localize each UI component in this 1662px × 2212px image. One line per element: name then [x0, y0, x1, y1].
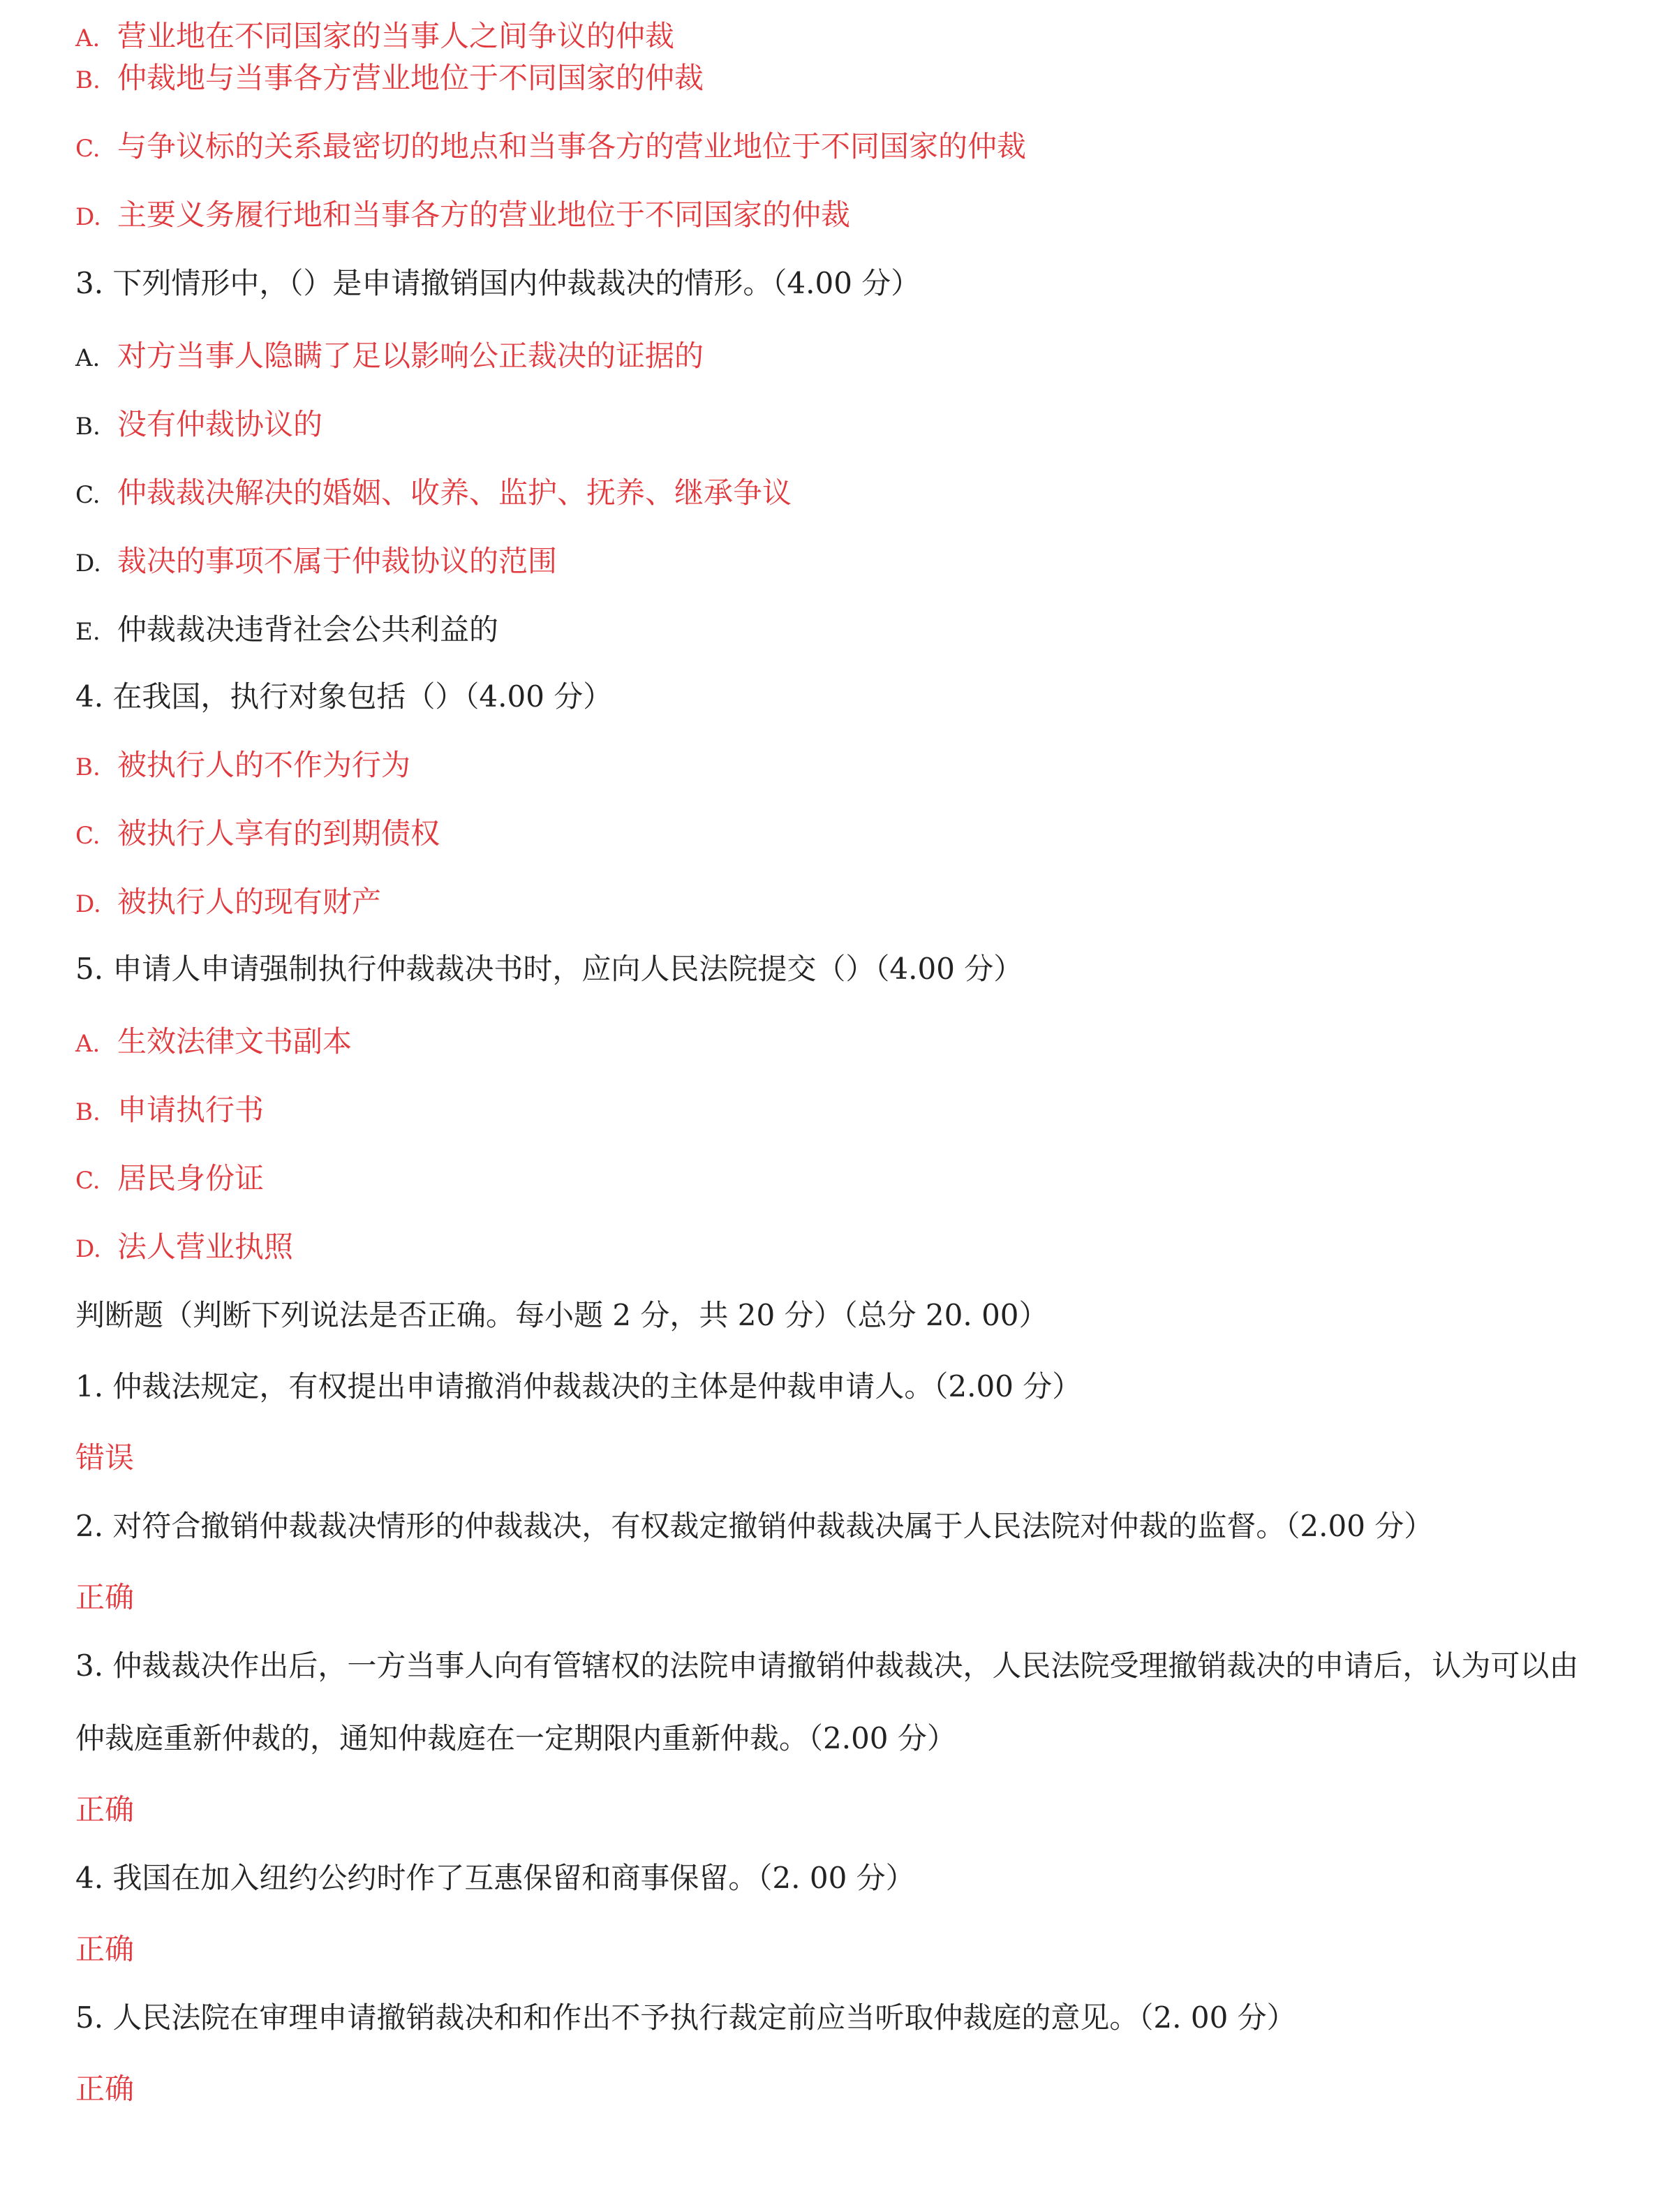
q5-option-c	[75, 1159, 264, 1198]
option-letter: C.	[75, 135, 101, 163]
tf-question-1: 1. 仲裁法规定，有权提出申请撤消仲裁裁决的主体是仲裁申请人。（2.00 分）	[75, 1369, 1082, 1403]
option-letter: D.	[75, 550, 101, 577]
option-letter: B.	[75, 413, 101, 441]
q4-option-c	[75, 814, 440, 853]
option-letter: A.	[75, 344, 101, 372]
option-text: 被执行人享有的到期债权	[117, 816, 440, 850]
option-text: 仲裁地与当事各方营业地位于不同国家的仲裁	[117, 61, 704, 95]
tf-question-2: 2. 对符合撤销仲裁裁决情形的仲裁裁决，有权裁定撤销仲裁裁决属于人民法院对仲裁的监督。（2.00 分）	[75, 1509, 1434, 1543]
tf-answer-4: 正确	[75, 1932, 135, 1966]
option-letter: D.	[75, 890, 101, 918]
tf-question-4: 4. 我国在加入纽约公约时作了互惠保留和商事保留。（2. 00 分）	[75, 1861, 915, 1895]
q3-option-e	[75, 610, 498, 649]
q3-option-b	[75, 405, 322, 444]
tf-question-5: 5. 人民法院在审理申请撤销裁决和和作出不予执行裁定前应当听取仲裁庭的意见。（2. 00 分）	[75, 2000, 1296, 2035]
option-text: 主要义务履行地和当事各方的营业地位于不同国家的仲裁	[117, 198, 851, 232]
q2-option-d	[75, 196, 850, 235]
option-letter: E.	[75, 618, 101, 646]
option-letter: B.	[75, 753, 101, 781]
q5-option-d	[75, 1227, 293, 1267]
option-text: 申请执行书	[117, 1093, 265, 1127]
option-text: 生效法律文书副本	[117, 1024, 353, 1059]
option-letter: A.	[75, 1030, 101, 1058]
tf-answer-5: 正确	[75, 2072, 135, 2106]
option-letter: D.	[75, 203, 101, 231]
q5-option-a	[75, 1022, 352, 1061]
q3-option-d	[75, 542, 557, 581]
option-text: 被执行人的现有财产	[117, 885, 382, 919]
q5-option-b	[75, 1091, 264, 1130]
q2-option-c	[75, 127, 1026, 166]
tf-question-3: 3. 仲裁裁决作出后，一方当事人向有管辖权的法院申请撤销仲裁裁决，人民法院受理撤销裁决的申请后，认为可以由	[75, 1649, 1579, 1683]
tf-question-3-cont: 仲裁庭重新仲裁的，通知仲裁庭在一定期限内重新仲裁。（2.00 分）	[75, 1721, 956, 1755]
q2-option-a	[75, 17, 674, 56]
tf-answer-1: 错误	[75, 1440, 135, 1475]
option-letter: C.	[75, 822, 101, 850]
option-text: 居民身份证	[117, 1161, 265, 1195]
option-text: 裁决的事项不属于仲裁协议的范围	[117, 544, 558, 578]
option-text: 没有仲裁协议的	[117, 407, 323, 441]
q5-question: 5. 申请人申请强制执行仲裁裁决书时，应向人民法院提交（）（4.00 分）	[75, 952, 1023, 986]
option-letter: A.	[75, 24, 101, 52]
option-letter: C.	[75, 481, 101, 509]
q3-option-c	[75, 473, 792, 513]
option-text: 法人营业执照	[117, 1230, 294, 1264]
q4-option-b	[75, 746, 410, 785]
tf-section-heading: 判断题（判断下列说法是否正确。每小题 2 分，共 20 分）（总分 20. 00）	[75, 1298, 1048, 1332]
q4-option-d	[75, 883, 381, 922]
q2-option-b	[75, 59, 704, 98]
option-text: 对方当事人隐瞒了足以影响公正裁决的证据的	[117, 339, 704, 373]
q3-option-a	[75, 337, 704, 376]
option-letter: B.	[75, 66, 101, 94]
option-letter: D.	[75, 1235, 101, 1263]
option-letter: B.	[75, 1098, 101, 1126]
tf-answer-2: 正确	[75, 1580, 135, 1614]
q3-question: 3. 下列情形中，（）是申请撤销国内仲裁裁决的情形。（4.00 分）	[75, 266, 921, 300]
option-letter: C.	[75, 1167, 101, 1195]
option-text: 营业地在不同国家的当事人之间争议的仲裁	[117, 19, 675, 53]
tf-answer-3: 正确	[75, 1792, 135, 1827]
option-text: 仲裁裁决解决的婚姻、收养、监护、抚养、继承争议	[117, 475, 792, 510]
q4-question: 4. 在我国，执行对象包括（）（4.00 分）	[75, 679, 613, 714]
option-text: 与争议标的关系最密切的地点和当事各方的营业地位于不同国家的仲裁	[117, 129, 1027, 163]
option-text: 仲裁裁决违背社会公共利益的	[117, 612, 499, 647]
option-text: 被执行人的不作为行为	[117, 748, 411, 782]
